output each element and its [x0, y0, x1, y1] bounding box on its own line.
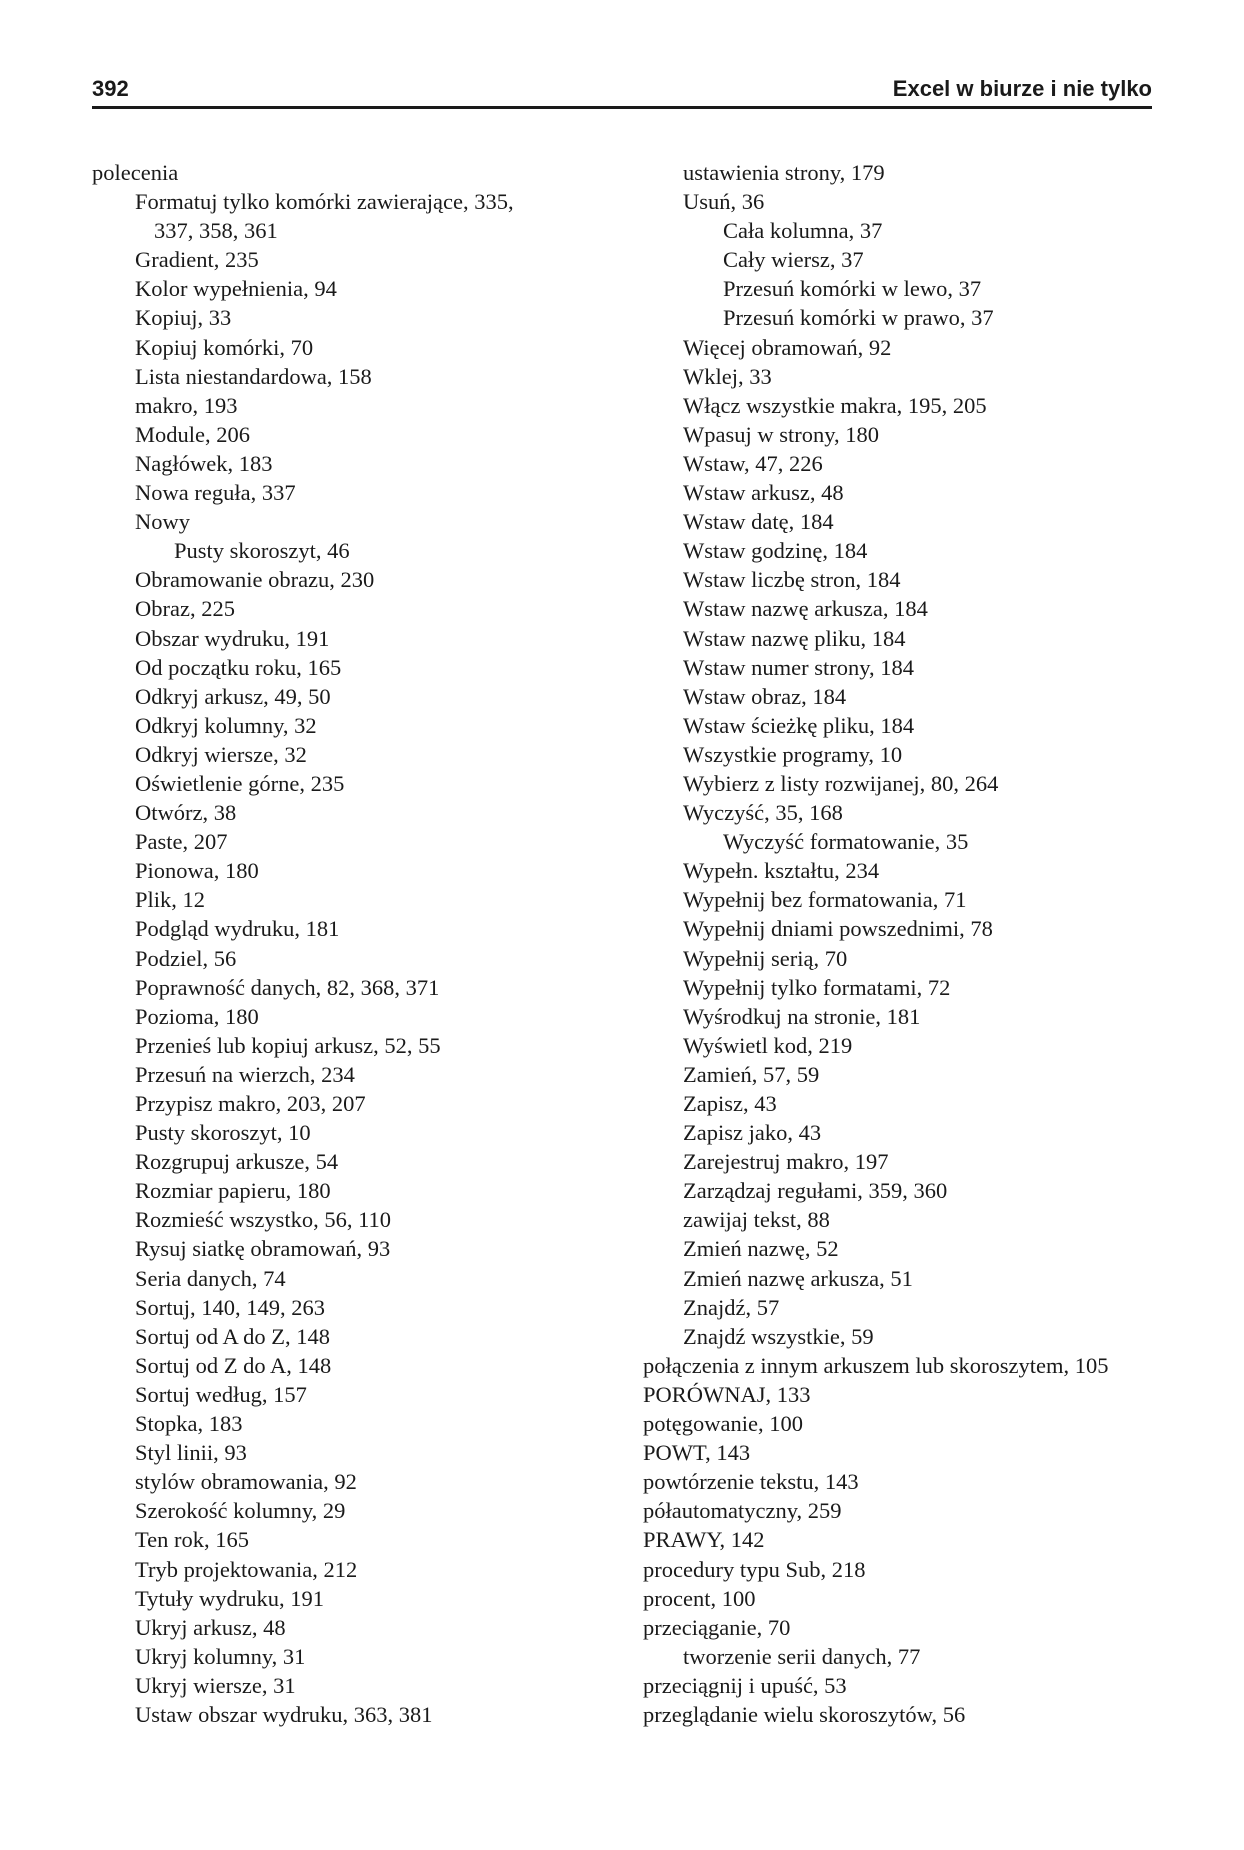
- header-rule: [92, 106, 1152, 109]
- page-number: 392: [92, 76, 129, 101]
- index-subentry: Kolor wypełnienia, 94: [135, 276, 337, 302]
- index-subentry: Zarządzaj regułami, 359, 360: [683, 1178, 948, 1204]
- index-subentry: Wypełnij dniami powszednimi, 78: [683, 916, 993, 942]
- index-subentry: Ustaw obszar wydruku, 363, 381: [135, 1701, 433, 1727]
- index-subentry: Pusty skoroszyt, 10: [135, 1120, 311, 1146]
- index-subentry: Wstaw numer strony, 184: [683, 654, 914, 680]
- index-subentry: Wpasuj w strony, 180: [683, 421, 880, 447]
- index-subentry: tworzenie serii danych, 77: [683, 1643, 921, 1669]
- index-subentry: Otwórz, 38: [135, 800, 237, 826]
- index-column-right: [643, 158, 1163, 1729]
- index-subentry: Wstaw arkusz, 48: [683, 480, 844, 506]
- index-subentry: Paste, 207: [135, 829, 228, 855]
- index-subentry: Szerokość kolumny, 29: [135, 1498, 346, 1524]
- index-subentry: Sortuj od A do Z, 148: [135, 1323, 331, 1349]
- index-entry: potęgowanie, 100: [643, 1411, 803, 1437]
- index-subentry: Nagłówek, 183: [135, 450, 273, 476]
- index-subentry: makro, 193: [135, 392, 238, 418]
- index-subentry: Włącz wszystkie makra, 195, 205: [683, 392, 987, 418]
- index-subentry: Rozmieść wszystko, 56, 110: [135, 1207, 392, 1233]
- index-subentry: Pionowa, 180: [135, 858, 259, 884]
- index-subentry: Pozioma, 180: [135, 1003, 259, 1029]
- index-subentry: Ukryj kolumny, 31: [135, 1643, 306, 1669]
- running-header: [92, 72, 1152, 108]
- index-subentry: Od początku roku, 165: [135, 654, 342, 680]
- index-subentry: Lista niestandardowa, 158: [135, 363, 372, 389]
- index-entry: PRAWY, 142: [643, 1527, 765, 1553]
- index-subentry: Sortuj według, 157: [135, 1381, 307, 1407]
- index-subentry: Sortuj, 140, 149, 263: [135, 1294, 326, 1320]
- index-subentry: Przypisz makro, 203, 207: [135, 1091, 366, 1116]
- index-subentry: 337, 358, 361: [154, 218, 278, 244]
- index-subentry: Wstaw liczbę stron, 184: [683, 567, 901, 593]
- index-subentry: Wstaw ścieżkę pliku, 184: [683, 712, 915, 738]
- index-subentry: Wstaw nazwę pliku, 184: [683, 625, 906, 651]
- index-subentry: Zamień, 57, 59: [683, 1061, 820, 1087]
- index-subentry: Cały wiersz, 37: [723, 247, 864, 273]
- index-entry: przeglądanie wielu skoroszytów, 56: [643, 1701, 966, 1727]
- index-subentry: Wyśrodkuj na stronie, 181: [683, 1003, 921, 1029]
- index-entry: procedury typu Sub, 218: [643, 1556, 866, 1582]
- index-subentry: Zarejestruj makro, 197: [683, 1149, 889, 1175]
- index-subentry: Rozgrupuj arkusze, 54: [135, 1149, 339, 1175]
- index-subentry: Obszar wydruku, 191: [135, 625, 330, 651]
- index-subentry: Ten rok, 165: [135, 1527, 250, 1553]
- index-subentry: Wypełnij bez formatowania, 71: [683, 887, 967, 913]
- index-subentry: Odkryj arkusz, 49, 50: [135, 683, 331, 709]
- index-subentry: Styl linii, 93: [135, 1440, 247, 1466]
- index-subentry: Podziel, 56: [135, 945, 237, 971]
- index-subentry: Wszystkie programy, 10: [683, 741, 903, 767]
- index-subentry: Module, 206: [135, 421, 250, 447]
- index-subentry: Nowy: [135, 509, 190, 535]
- index-subentry: Rozmiar papieru, 180: [135, 1178, 331, 1204]
- index-subentry: Zapisz jako, 43: [683, 1120, 822, 1146]
- index-entry: procent, 100: [643, 1585, 756, 1611]
- index-subentry: Kopiuj komórki, 70: [135, 334, 314, 360]
- index-subentry: ustawienia strony, 179: [683, 160, 885, 185]
- index-entry: polecenia: [92, 160, 179, 185]
- index-subentry: Przesuń komórki w lewo, 37: [723, 276, 982, 302]
- index-column-left: [92, 158, 652, 1729]
- index-subentry: Zmień nazwę arkusza, 51: [683, 1265, 913, 1291]
- index-subentry: Ukryj arkusz, 48: [135, 1614, 286, 1640]
- index-subentry: Gradient, 235: [135, 247, 259, 273]
- index-subentry: Poprawność danych, 82, 368, 371: [135, 974, 440, 1000]
- index-subentry: Znajdź wszystkie, 59: [683, 1323, 874, 1349]
- index-subentry: Wypełnij serią, 70: [683, 945, 848, 971]
- index-subentry: Wypełn. kształtu, 234: [683, 858, 880, 884]
- index-entry: przeciągnij i upuść, 53: [643, 1672, 847, 1698]
- index-subentry: Wklej, 33: [683, 363, 772, 389]
- index-entry: PORÓWNAJ, 133: [643, 1381, 811, 1407]
- index-subentry: Wyczyść formatowanie, 35: [723, 829, 969, 855]
- index-subentry: Stopka, 183: [135, 1411, 243, 1437]
- index-subentry: Cała kolumna, 37: [723, 218, 883, 244]
- index-subentry: Przesuń na wierzch, 234: [135, 1061, 355, 1087]
- index-subentry: Wstaw nazwę arkusza, 184: [683, 596, 928, 622]
- index-subentry: Kopiuj, 33: [135, 305, 232, 331]
- index-subentry: Odkryj wiersze, 32: [135, 741, 307, 767]
- index-subentry: Tytuły wydruku, 191: [135, 1585, 325, 1611]
- index-subentry: Seria danych, 74: [135, 1265, 286, 1291]
- index-subentry: Znajdź, 57: [683, 1294, 780, 1320]
- index-subentry: Więcej obramowań, 92: [683, 334, 892, 360]
- index-subentry: zawijaj tekst, 88: [683, 1207, 830, 1233]
- book-title: Excel w biurze i nie tylko: [892, 76, 1152, 101]
- index-subentry: Ukryj wiersze, 31: [135, 1672, 296, 1698]
- index-entry: powtórzenie tekstu, 143: [643, 1469, 859, 1495]
- index-subentry: Przesuń komórki w prawo, 37: [723, 305, 994, 331]
- index-entry: przeciąganie, 70: [643, 1614, 791, 1640]
- index-subentry: Tryb projektowania, 212: [135, 1556, 358, 1582]
- index-subentry: Wstaw datę, 184: [683, 509, 834, 535]
- index-entry: POWT, 143: [643, 1440, 751, 1466]
- index-subentry: Obramowanie obrazu, 230: [135, 567, 375, 593]
- index-subentry: Zmień nazwę, 52: [683, 1236, 839, 1262]
- index-entry: półautomatyczny, 259: [643, 1498, 842, 1524]
- index-subentry: Wstaw godzinę, 184: [683, 538, 868, 564]
- index-subentry: Formatuj tylko komórki zawierające, 335,: [135, 189, 514, 215]
- index-subentry: Pusty skoroszyt, 46: [174, 538, 350, 564]
- index-subentry: Wybierz z listy rozwijanej, 80, 264: [683, 770, 999, 796]
- index-subentry: Rysuj siatkę obramowań, 93: [135, 1236, 391, 1262]
- index-subentry: Wyczyść, 35, 168: [683, 800, 843, 826]
- index-subentry: Przenieś lub kopiuj arkusz, 52, 55: [135, 1032, 441, 1058]
- index-subentry: Plik, 12: [135, 887, 206, 913]
- index-entry: połączenia z innym arkuszem lub skoroszytem, 105: [643, 1352, 1109, 1378]
- index-subentry: Usuń, 36: [683, 189, 765, 215]
- index-subentry: Wyświetl kod, 219: [683, 1032, 853, 1058]
- index-subentry: Wypełnij tylko formatami, 72: [683, 974, 951, 1000]
- index-subentry: Podgląd wydruku, 181: [135, 916, 340, 942]
- index-subentry: Sortuj od Z do A, 148: [135, 1352, 332, 1378]
- index-subentry: Wstaw obraz, 184: [683, 683, 847, 709]
- index-subentry: Oświetlenie górne, 235: [135, 770, 345, 796]
- index-subentry: Nowa reguła, 337: [135, 480, 296, 506]
- index-subentry: Odkryj kolumny, 32: [135, 712, 317, 738]
- index-subentry: stylów obramowania, 92: [135, 1469, 357, 1495]
- index-subentry: Zapisz, 43: [683, 1091, 777, 1116]
- index-subentry: Obraz, 225: [135, 596, 235, 622]
- index-subentry: Wstaw, 47, 226: [683, 450, 823, 476]
